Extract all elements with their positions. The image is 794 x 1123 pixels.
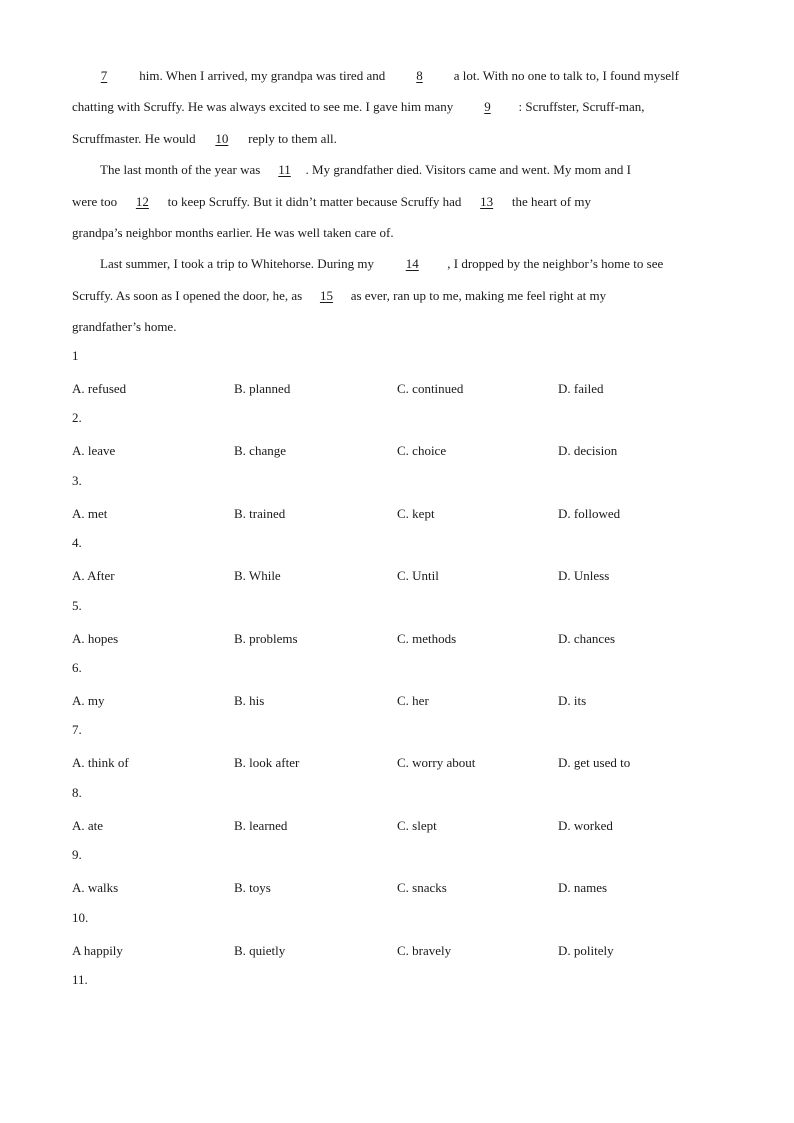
passage-text: Scruffy. As soon as I opened the door, he, as (72, 287, 306, 303)
passage-text: to keep Scruffy. But it didn’t matter because Scruffy had (164, 193, 465, 209)
option-a[interactable]: A. walks (72, 880, 119, 896)
question-number-label: 4. (72, 535, 82, 551)
option-c[interactable]: C. her (397, 692, 429, 708)
option-d[interactable]: D. decision (558, 443, 618, 459)
option-d[interactable]: D. failed (558, 381, 604, 396)
option-a[interactable]: A. ate (72, 817, 104, 833)
passage-text: him. When I arrived, my grandpa was tired and (136, 68, 389, 83)
passage-text: grandfather’s home. (72, 319, 177, 335)
option-row (72, 564, 732, 595)
option-c[interactable]: C. snacks (397, 880, 447, 896)
option-row (72, 751, 732, 782)
option-row (72, 502, 732, 533)
question-number-label: 5. (72, 597, 82, 613)
option-a[interactable]: A happily (72, 942, 123, 958)
option-d[interactable]: D. its (558, 692, 587, 708)
passage-text: Last summer, I took a trip to Whitehorse. During my (100, 256, 378, 272)
blank-9: 9 (484, 99, 491, 115)
passage-line (72, 95, 732, 126)
option-row (72, 876, 732, 907)
question-number (72, 533, 732, 564)
option-c[interactable]: C. continued (397, 381, 464, 396)
option-a[interactable]: A. met (72, 505, 108, 521)
option-b[interactable]: B. change (234, 443, 286, 459)
option-b[interactable]: B. problems (234, 630, 298, 646)
option-row (72, 814, 732, 845)
option-b[interactable]: B. look after (234, 755, 300, 771)
option-row (72, 377, 732, 408)
cloze-passage (72, 64, 732, 347)
blank-8: 8 (416, 68, 423, 83)
option-b[interactable]: B. While (234, 568, 281, 584)
option-row (72, 939, 732, 970)
question-number-label: 2. (72, 410, 82, 426)
option-c[interactable]: C. worry about (397, 755, 476, 771)
option-c[interactable]: C. kept (397, 505, 435, 521)
option-b[interactable]: B. planned (234, 381, 291, 396)
option-a[interactable]: A. hopes (72, 630, 119, 646)
blank-13: 13 (480, 193, 494, 209)
option-b[interactable]: B. toys (234, 880, 271, 896)
option-d[interactable]: D. politely (558, 942, 614, 958)
question-number-label: 6. (72, 659, 82, 675)
passage-text: : Scruffster, Scruff-man, (518, 99, 645, 115)
passage-text: the heart of my (508, 193, 591, 209)
question-number (72, 658, 732, 689)
question-number (72, 845, 732, 876)
question-number (72, 346, 732, 377)
question-number-label: 9. (72, 847, 82, 863)
option-a[interactable]: A. think of (72, 755, 129, 771)
blank-10: 10 (215, 130, 229, 146)
blank-11: 11 (278, 162, 291, 178)
option-c[interactable]: C. slept (397, 817, 437, 833)
option-b[interactable]: B. quietly (234, 942, 286, 958)
passage-line (72, 64, 732, 95)
passage-text: reply to them all. (244, 130, 337, 146)
option-a[interactable]: A. refused (72, 381, 127, 396)
question-number-label: 8. (72, 784, 82, 800)
question-list (72, 346, 732, 1001)
question-number (72, 720, 732, 751)
option-c[interactable]: C. choice (397, 443, 447, 459)
option-c[interactable]: C. methods (397, 630, 457, 646)
passage-text: a lot. With no one to talk to, I found myself (450, 68, 679, 83)
passage-text: were too (72, 193, 121, 209)
question-number-label: 3. (72, 472, 82, 488)
question-number (72, 408, 732, 439)
passage-text: chatting with Scruffy. He was always excited to see me. I gave him many (72, 99, 457, 115)
option-b[interactable]: B. trained (234, 505, 286, 521)
passage-line (72, 127, 732, 158)
blank-7: 7 (100, 68, 108, 83)
option-row (72, 689, 732, 720)
passage-text: The last month of the year was (100, 162, 264, 178)
blank-14: 14 (405, 256, 419, 272)
option-d[interactable]: D. names (558, 880, 608, 896)
question-number (72, 596, 732, 627)
option-b[interactable]: B. his (234, 692, 265, 708)
option-c[interactable]: C. Until (397, 568, 439, 584)
passage-text: Scruffmaster. He would (72, 130, 199, 146)
passage-line (72, 284, 732, 315)
option-a[interactable]: A. leave (72, 443, 116, 459)
option-row (72, 627, 732, 658)
passage-line (72, 315, 732, 346)
question-number (72, 783, 732, 814)
option-d[interactable]: D. worked (558, 817, 613, 833)
question-number (72, 908, 732, 939)
passage-text: , I dropped by the neighbor’s home to see (447, 256, 664, 272)
passage-text: . My grandfather died. Visitors came and went. My mom and I (305, 162, 631, 178)
option-a[interactable]: A. my (72, 692, 105, 708)
option-b[interactable]: B. learned (234, 817, 288, 833)
option-d[interactable]: D. Unless (558, 568, 610, 584)
passage-line (72, 158, 732, 189)
passage-line (72, 252, 732, 283)
question-number-label: 7. (72, 722, 82, 738)
option-d[interactable]: D. get used to (558, 755, 631, 771)
option-d[interactable]: D. followed (558, 505, 621, 521)
question-number-label: 10. (72, 909, 89, 925)
option-d[interactable]: D. chances (558, 630, 616, 646)
question-number-label: 1 (72, 348, 79, 363)
passage-line (72, 221, 732, 252)
question-number-label: 11. (72, 971, 88, 987)
question-number (72, 471, 732, 502)
option-c[interactable]: C. bravely (397, 942, 452, 958)
passage-text: grandpa’s neighbor months earlier. He was well taken care of. (72, 224, 394, 240)
option-a[interactable]: A. After (72, 568, 115, 584)
passage-text: as ever, ran up to me, making me feel right at my (347, 287, 607, 303)
blank-12: 12 (135, 193, 149, 209)
passage-line (72, 190, 732, 221)
question-number (72, 970, 732, 1001)
blank-15: 15 (319, 287, 333, 303)
option-row (72, 439, 732, 470)
